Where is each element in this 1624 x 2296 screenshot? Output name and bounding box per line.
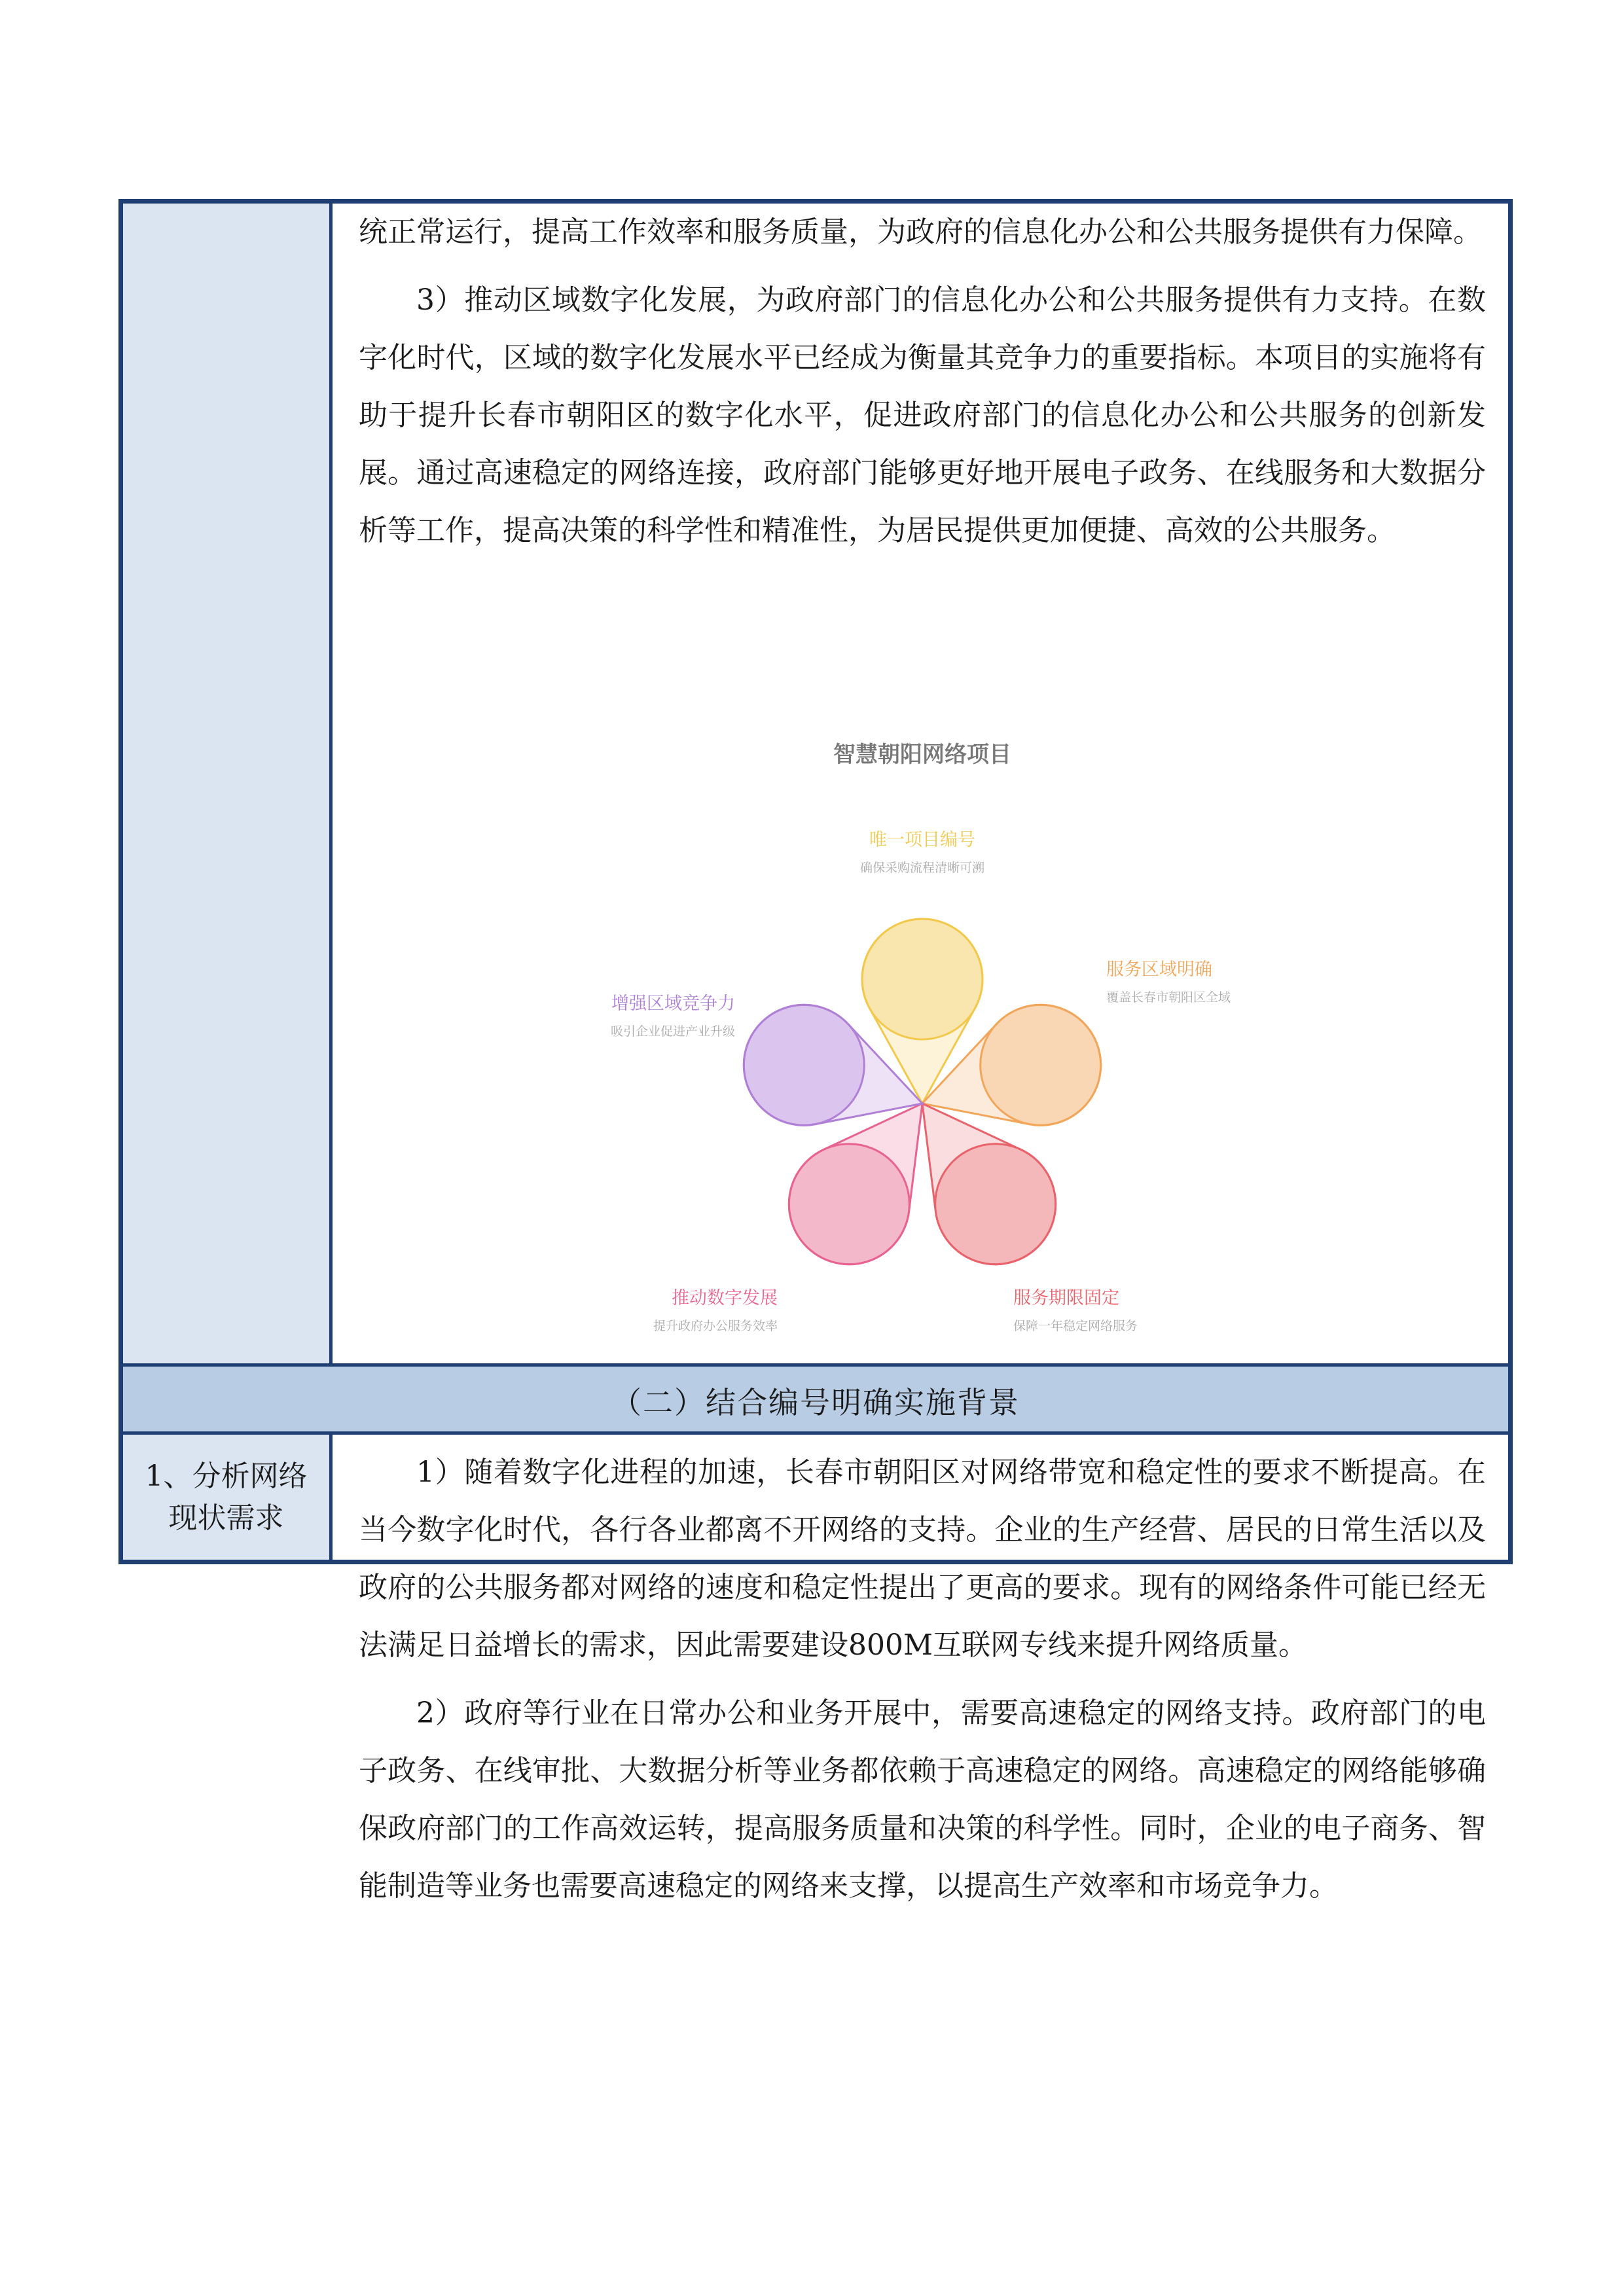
petal-sublabel: 提升政府办公服务效率 xyxy=(653,1319,778,1333)
petal-group xyxy=(611,830,1231,1333)
petal-label: 服务期限固定 xyxy=(1013,1288,1119,1308)
flower-diagram xyxy=(333,724,1512,1365)
petal-circle xyxy=(862,919,983,1039)
row-label: 1、分析网络现状需求 xyxy=(145,1459,308,1535)
paragraph-continued: 统正常运行，提高工作效率和服务质量，为政府的信息化办公和公共服务提供有力保障。 xyxy=(359,215,1482,249)
petal-sublabel: 覆盖长春市朝阳区全域 xyxy=(1106,990,1231,1005)
section1-content xyxy=(333,204,1508,560)
left-label-cell-empty xyxy=(123,204,329,1367)
petal-label: 增强区域竞争力 xyxy=(611,994,735,1014)
paragraph-3: 3）推动区域数字化发展，为政府部门的信息化办公和公共服务提供有力支持。在数字化时代，区域的数字化发展水平已经成为衡量其竞争力的重要指标。本项目的实施将有助于提升长春市朝阳区的数字化水平，促进政府部门的信息化办公和公共服务的创新发展。通过高速稳定的网络连接，政府部门能够更好地开展电子政务、在线服务和大数据分析等工作，提高决策的科学性和精准性，为居民提供更加便捷、高效的公共服务。 xyxy=(359,283,1486,547)
paragraph-1: 1）随着数字化进程的加速，长春市朝阳区对网络带宽和稳定性的要求不断提高。在当今数字化时代，各行各业都离不开网络的支持。企业的生产经营、居民的日常生活以及政府的公共服务都对网络的速度和稳定性提出了更高的要求。现有的网络条件可能已经无法满足日益增长的需求，因此需要建设800M互联网专线来提升网络质量。 xyxy=(359,1456,1486,1662)
petal-label: 唯一项目编号 xyxy=(869,830,975,850)
row-divider xyxy=(123,1431,1508,1435)
petal-sublabel: 确保采购流程清晰可溯 xyxy=(859,861,985,875)
paragraph-2: 2）政府等行业在日常办公和业务开展中，需要高速稳定的网络支持。政府部门的电子政务、在线审批、大数据分析等业务都依赖于高速稳定的网络。高速稳定的网络能够确保政府部门的工作高效运转，提高服务质量和决策的科学性。同时，企业的电子商务、智能制造等业务也需要高速稳定的网络来支撑，以提高生产效率和市场竞争力。 xyxy=(359,1696,1486,1903)
petal-label: 服务区域明确 xyxy=(1106,960,1212,980)
petal-circle xyxy=(789,1144,909,1265)
petal-label: 推动数字发展 xyxy=(672,1288,778,1308)
flower-diagram-svg xyxy=(333,724,1512,1365)
petal-sublabel: 保障一年稳定网络服务 xyxy=(1013,1319,1138,1333)
petal-circle xyxy=(981,1005,1101,1125)
petal-sublabel: 吸引企业促进产业升级 xyxy=(610,1024,735,1039)
diagram-title: 智慧朝阳网络项目 xyxy=(833,742,1011,768)
section2-header: （二）结合编号明确实施背景 xyxy=(123,1367,1508,1435)
petal-circle xyxy=(744,1005,864,1125)
petal-circle xyxy=(935,1144,1056,1265)
section2-content xyxy=(333,1444,1508,1915)
document-table xyxy=(118,199,1513,1903)
